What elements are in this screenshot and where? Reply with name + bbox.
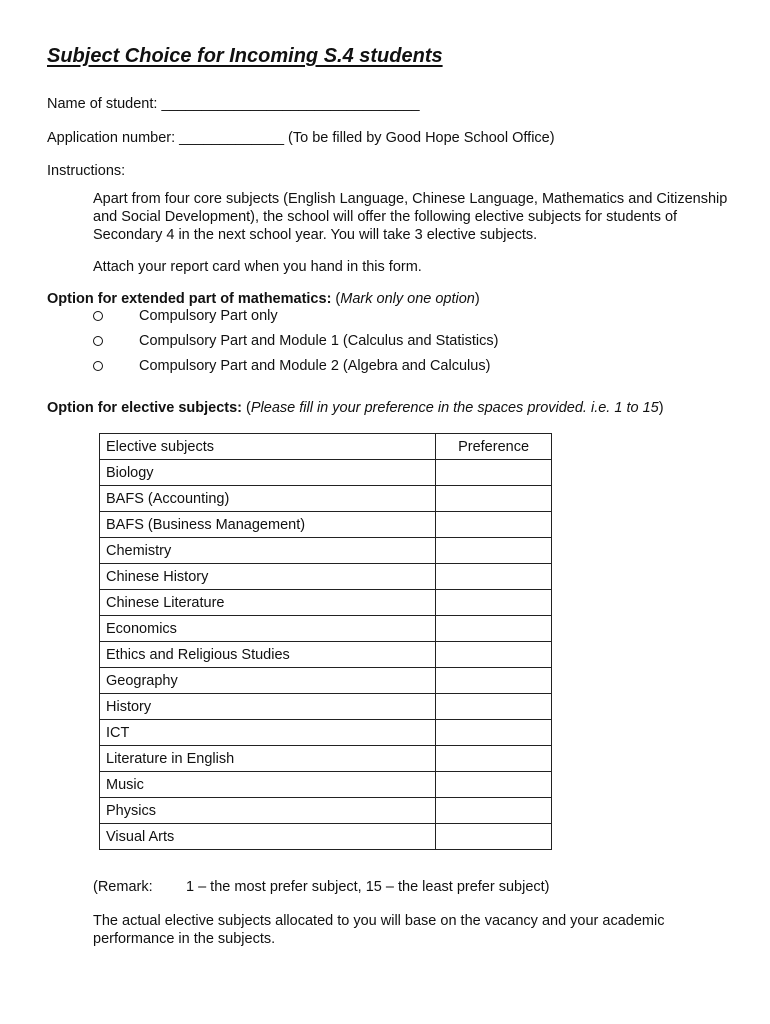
radio-icon[interactable]: [93, 311, 103, 321]
elective-option-note: Please fill in your preference in the spaces provided. i.e. 1 to 15: [250, 400, 659, 416]
table-row: [100, 746, 552, 772]
math-option-module-2[interactable]: [93, 357, 490, 375]
table-row: [100, 538, 552, 564]
subject-name: BAFS (Accounting): [100, 486, 436, 512]
subject-name: Music: [100, 772, 436, 798]
elective-option-heading-row: [47, 399, 664, 417]
preference-input[interactable]: [436, 694, 552, 720]
preference-input[interactable]: [436, 798, 552, 824]
header-preference: Preference: [436, 434, 552, 460]
table-row: [100, 798, 552, 824]
table-row: [100, 642, 552, 668]
instructions-heading: Instructions:: [47, 163, 126, 179]
math-option-label: Compulsory Part and Module 1 (Calculus and Statistics): [139, 333, 499, 349]
instructions-paragraph: Apart from four core subjects (English Language, Chinese Language, Mathematics and Citizenship and Social Development), the school will offer the following elective subjects for students of Secondary 4 in the next school year. You will take 3 elective subjects.: [93, 191, 728, 243]
preference-input[interactable]: [436, 642, 552, 668]
table-row: [100, 564, 552, 590]
math-option-label: Compulsory Part and Module 2 (Algebra and Calculus): [139, 358, 491, 374]
math-option-note-open: (: [331, 291, 341, 307]
preference-input[interactable]: [436, 512, 552, 538]
preference-input[interactable]: [436, 460, 552, 486]
preference-input[interactable]: [436, 590, 552, 616]
subject-name: Economics: [100, 616, 436, 642]
subject-name: BAFS (Business Management): [100, 512, 436, 538]
table-row: [100, 616, 552, 642]
table-row: [100, 824, 552, 850]
remark-text: 1 – the most prefer subject, 15 – the least prefer subject): [186, 879, 550, 895]
preference-input[interactable]: [436, 668, 552, 694]
subject-name: Chemistry: [100, 538, 436, 564]
elective-option-note-close: ): [658, 400, 664, 416]
subject-name: Ethics and Religious Studies: [100, 642, 436, 668]
subject-name: Visual Arts: [100, 824, 436, 850]
allocation-note: The actual elective subjects allocated to you will base on the vacancy and your academic performance in the subjects.: [93, 913, 665, 947]
remark: [93, 878, 550, 896]
subject-name: ICT: [100, 720, 436, 746]
table-header-row: [100, 434, 552, 460]
elective-option-heading: Option for elective subjects:: [47, 400, 242, 416]
preference-input[interactable]: [436, 746, 552, 772]
application-number-field[interactable]: Application number: _____________ (To be filled by Good Hope School Office): [47, 130, 555, 146]
radio-icon[interactable]: [93, 336, 103, 346]
subject-name: History: [100, 694, 436, 720]
table-row: [100, 694, 552, 720]
page-title: Subject Choice for Incoming S.4 students: [47, 45, 443, 67]
math-option-module-1[interactable]: [93, 332, 498, 350]
table-row: [100, 772, 552, 798]
subject-name: Chinese History: [100, 564, 436, 590]
subject-name: Physics: [100, 798, 436, 824]
math-option-note-close: ): [474, 291, 480, 307]
table-row: [100, 486, 552, 512]
subject-name: Chinese Literature: [100, 590, 436, 616]
preference-input[interactable]: [436, 772, 552, 798]
preference-input[interactable]: [436, 720, 552, 746]
elective-option-note-open: (: [242, 400, 251, 416]
math-option-heading: Option for extended part of mathematics:: [47, 291, 332, 307]
preference-input[interactable]: [436, 824, 552, 850]
subject-name: Biology: [100, 460, 436, 486]
table-row: [100, 590, 552, 616]
student-name-field[interactable]: Name of student: ________________________________: [47, 96, 420, 112]
math-option-compulsory-only[interactable]: [93, 307, 278, 325]
table-row: [100, 720, 552, 746]
table-row: [100, 668, 552, 694]
preference-input[interactable]: [436, 564, 552, 590]
header-elective-subjects: Elective subjects: [100, 434, 436, 460]
math-option-note: Mark only one option: [340, 291, 475, 307]
math-option-label: Compulsory Part only: [139, 308, 278, 324]
subject-name: Geography: [100, 668, 436, 694]
elective-subjects-table: [99, 433, 552, 850]
preference-input[interactable]: [436, 486, 552, 512]
table-row: [100, 512, 552, 538]
table-row: [100, 460, 552, 486]
report-card-instruction: Attach your report card when you hand in this form.: [93, 259, 422, 275]
remark-label: (Remark:: [93, 879, 153, 895]
math-option-heading-row: [47, 290, 480, 308]
subject-name: Literature in English: [100, 746, 436, 772]
preference-input[interactable]: [436, 538, 552, 564]
radio-icon[interactable]: [93, 361, 103, 371]
preference-input[interactable]: [436, 616, 552, 642]
